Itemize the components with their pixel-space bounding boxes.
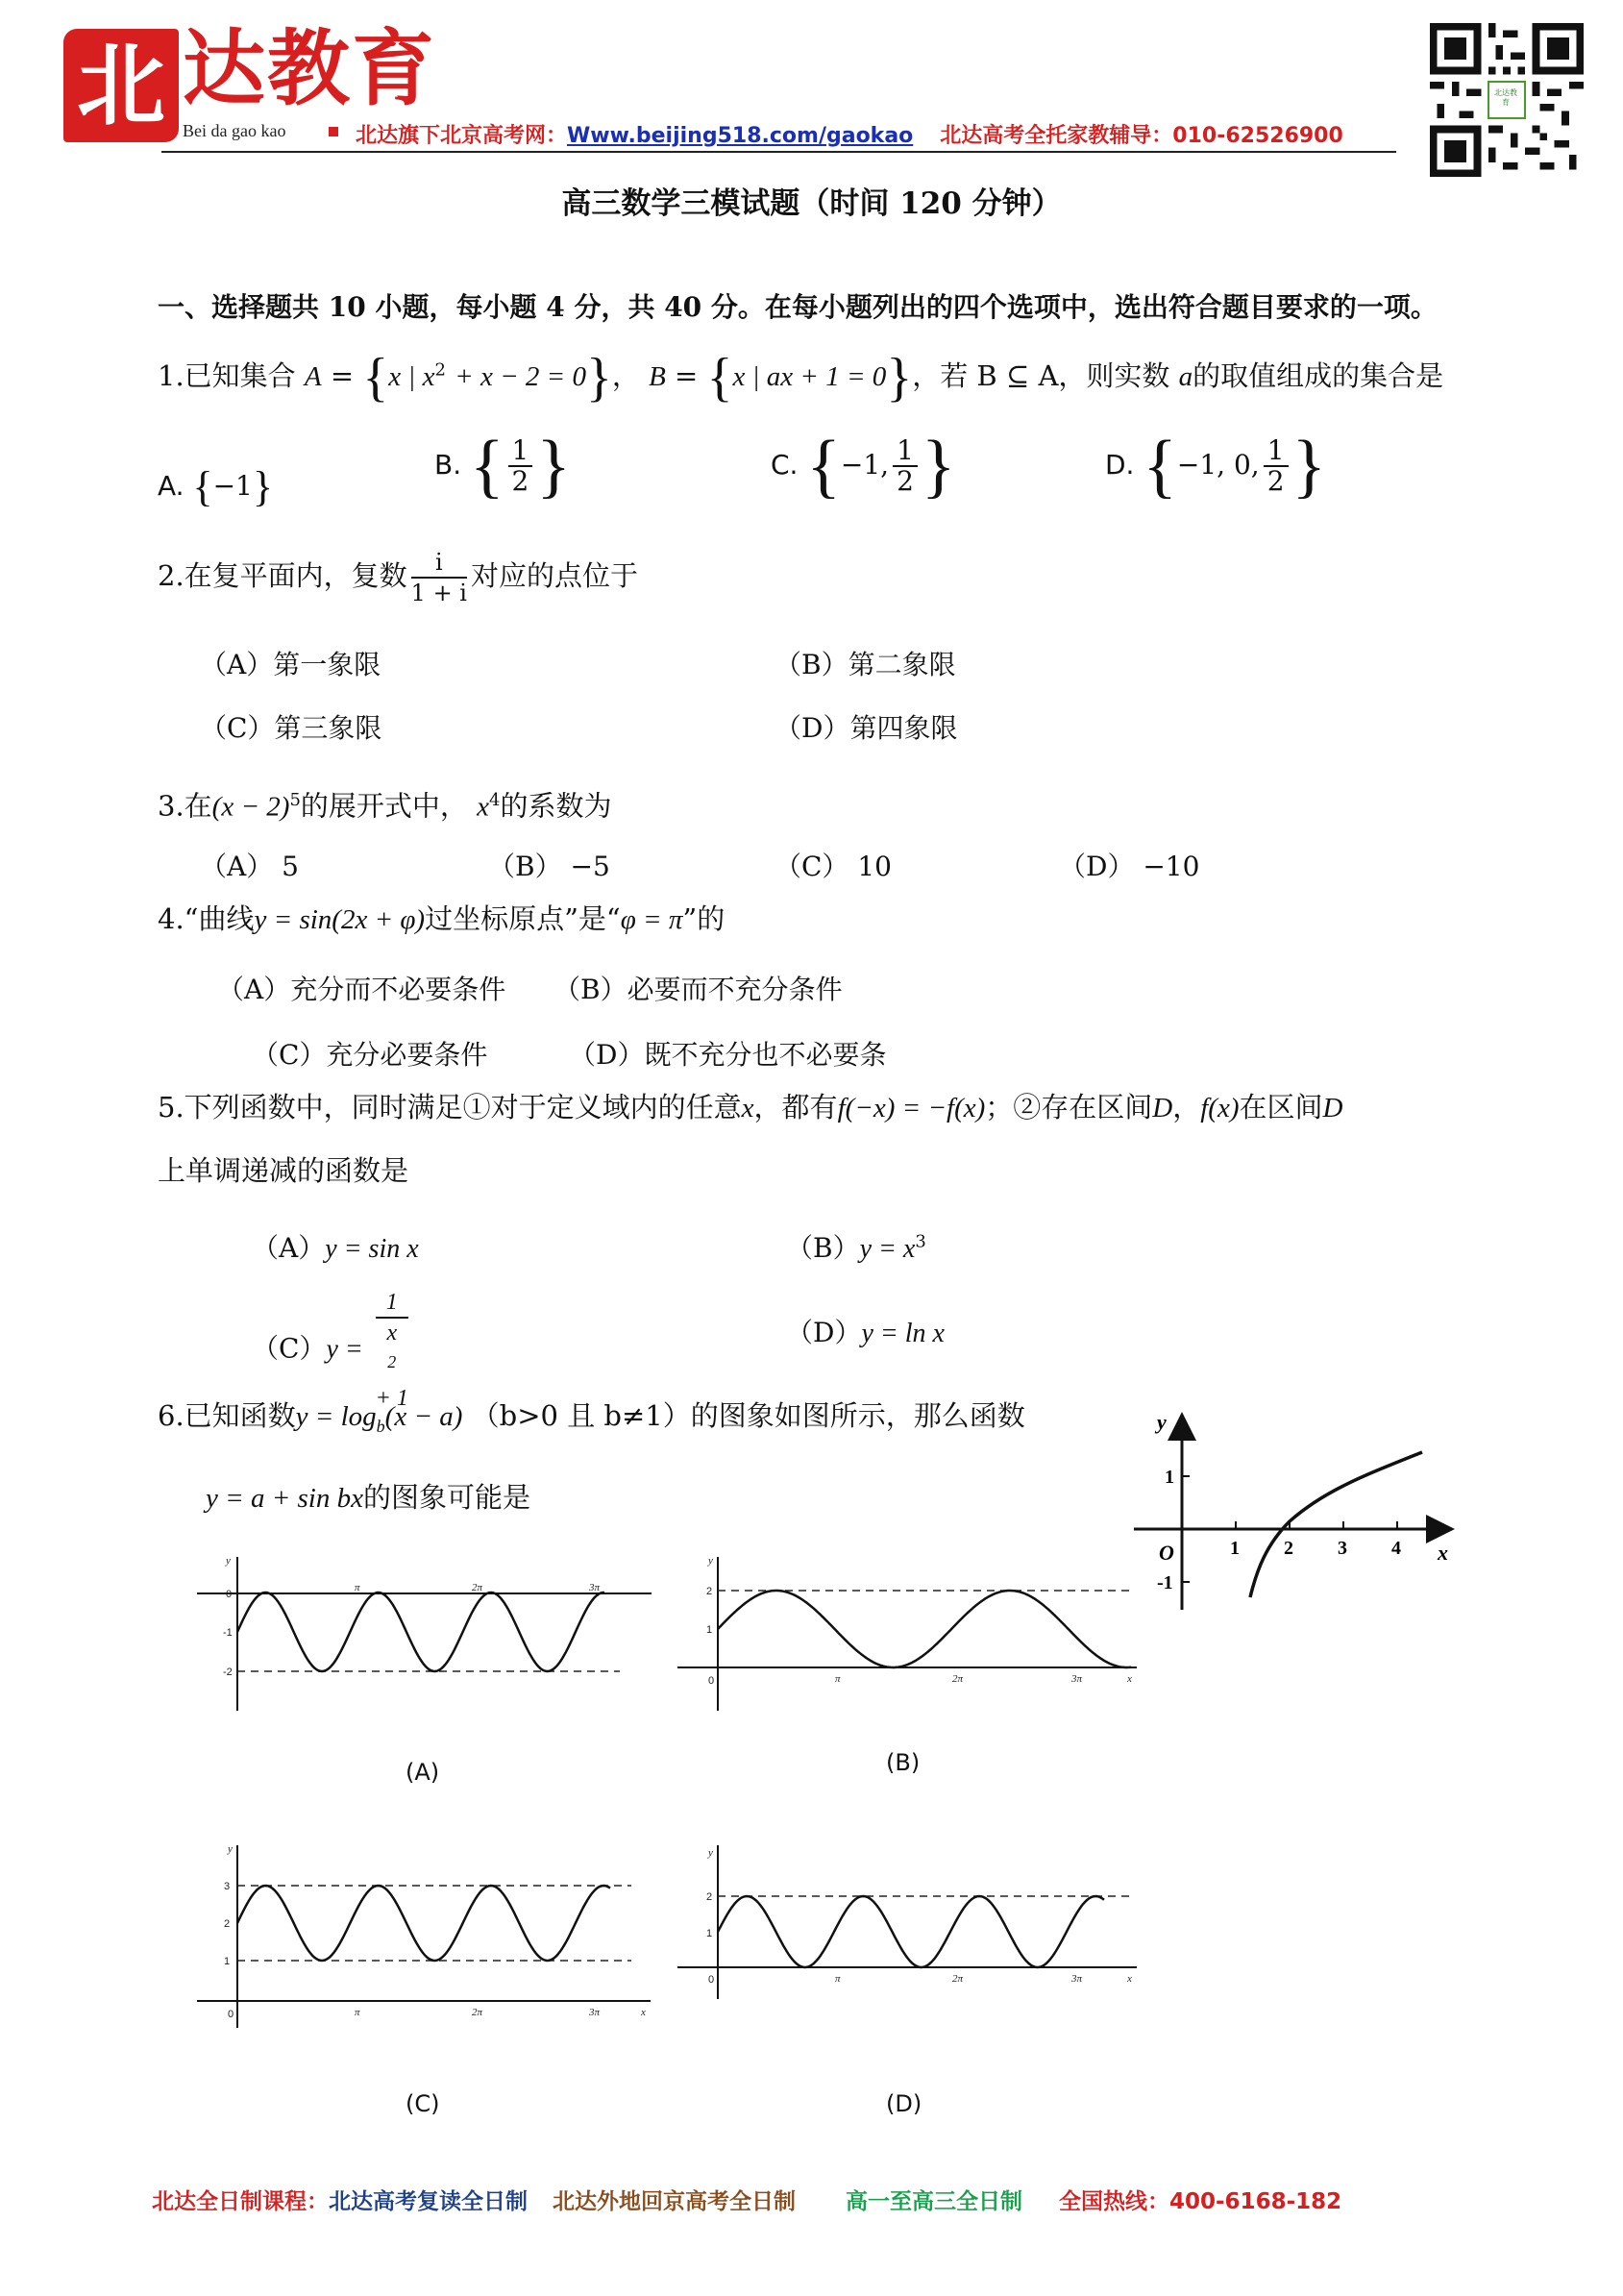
svg-text:y: y — [708, 1847, 713, 1859]
reference-log-graph — [1134, 1408, 1470, 1621]
q5-option-c[interactable]: （C）y = 1 x $^2$ + 1 — [252, 1290, 408, 1411]
graph-option-a[interactable] — [197, 1552, 658, 1716]
logo-block — [63, 29, 179, 142]
q2-option-b[interactable]: （B）第二象限 — [775, 649, 956, 680]
q3-option-c[interactable]: （C） 10 — [775, 851, 892, 882]
svg-text:2π: 2π — [952, 1973, 964, 1985]
svg-text:0: 0 — [226, 1589, 233, 1600]
svg-text:-2: -2 — [223, 1666, 233, 1678]
svg-text:3π: 3π — [589, 2007, 601, 2018]
header-tagline — [356, 119, 1343, 149]
svg-text:3: 3 — [224, 1881, 231, 1892]
question-3-stem: 3.在$(x - 2)^5$的展开式中， $x^4$的系数为 — [158, 789, 612, 823]
page-title: 高三数学三模试题（时间 120 分钟） — [561, 186, 1062, 221]
svg-text:2π: 2π — [472, 1582, 483, 1593]
ref-xtick-4: 4 — [1391, 1538, 1401, 1559]
section-heading: 一、选择题共 10 小题，每小题 4 分，共 40 分。在每小题列出的四个选项中，选出符合题目要求的一项。 — [158, 291, 1438, 323]
brand-square-bullet — [329, 127, 338, 136]
brand-pinyin: Bei da gao kao — [183, 121, 286, 140]
q5-option-b[interactable]: $(B)y = x^3$ — [786, 1231, 926, 1264]
svg-text:-1: -1 — [223, 1627, 233, 1639]
svg-text:3π: 3π — [1071, 1973, 1083, 1985]
svg-text:y: y — [228, 1843, 233, 1855]
graph-option-b[interactable] — [677, 1552, 1139, 1716]
svg-text:y: y — [226, 1555, 231, 1567]
svg-text:0: 0 — [708, 1974, 715, 1986]
ref-xtick-3: 3 — [1338, 1538, 1347, 1559]
svg-text:x: x — [1127, 1973, 1132, 1985]
ref-xtick-2: 2 — [1284, 1538, 1293, 1559]
q3-option-d[interactable]: （D） −10 — [1059, 851, 1200, 882]
graph-a-label: (A) — [406, 1759, 440, 1786]
logo-char: 北 — [76, 34, 165, 137]
ref-x-label: x — [1438, 1541, 1448, 1565]
q1-option-c[interactable]: C. {−1, $\frac{1}{2}$ } — [771, 427, 956, 506]
question-4-stem: 4.“曲线y = sin(2x + φ)过坐标原点”是“φ = π”的 — [158, 902, 725, 935]
svg-text:2: 2 — [706, 1891, 713, 1903]
svg-text:1: 1 — [706, 1928, 713, 1939]
q4-option-b[interactable]: （B）必要而不充分条件 — [553, 974, 843, 1005]
svg-text:π: π — [355, 2007, 360, 2018]
ref-y-label: y — [1157, 1410, 1167, 1434]
svg-text:1: 1 — [224, 1956, 231, 1967]
q1-option-b[interactable]: B. { $\frac{1}{2}$ } — [434, 427, 571, 506]
footer-course-1[interactable]: 北达高考复读全日制 — [329, 2189, 528, 2214]
footer-course-3[interactable]: 高一至高三全日制 — [846, 2189, 1022, 2214]
svg-text:x: x — [641, 2007, 646, 2018]
q2-option-d[interactable]: （D）第四象限 — [775, 712, 958, 744]
svg-text:2: 2 — [224, 1918, 231, 1930]
svg-text:π: π — [355, 1582, 360, 1593]
ref-origin: O — [1159, 1541, 1174, 1565]
q3-option-b[interactable]: （B） −5 — [488, 851, 610, 882]
q4-option-a[interactable]: （A）充分而不必要条件 — [217, 974, 506, 1005]
svg-text:y: y — [708, 1555, 713, 1567]
svg-text:0: 0 — [708, 1675, 715, 1687]
svg-text:x: x — [1127, 1673, 1132, 1685]
qr-center-text: 北达教育 — [1494, 88, 1517, 107]
graph-option-d[interactable] — [677, 1840, 1139, 2004]
footer: 北达全日制课程：北达高考复读全日制 北达外地回京高考全日制 高一至高三全日制 全国热线：400-6168-182 — [152, 2189, 1342, 2214]
svg-text:1: 1 — [706, 1624, 713, 1636]
question-2-stem: 2.在复平面内，复数 $\frac{i}{1 + i}$ 对应的点位于 — [158, 549, 638, 606]
question-5-stem-line2: 上单调递减的函数是 — [158, 1154, 409, 1187]
q4-option-d[interactable]: （D）既不充分也不必要条 — [569, 1039, 887, 1071]
svg-text:2π: 2π — [952, 1673, 964, 1685]
footer-hotline[interactable]: 全国热线：400-6168-182 — [1059, 2189, 1342, 2214]
question-6-stem: 6.已知函数$y = \log_b(x - a)$ （b>0 且 b≠1）的图象如图所示，那么函数 — [158, 1399, 1025, 1436]
question-5-stem-line1: 5.下列函数中，同时满足①对于定义域内的任意x，都有f(−x) = −f(x)；②存在区间D，f(x)在区间D — [158, 1091, 1343, 1123]
ref-ytick-1: 1 — [1165, 1467, 1174, 1488]
question-6-stem-line2: y = a + sin bx的图象可能是 — [206, 1481, 530, 1514]
q2-option-c[interactable]: （C）第三象限 — [200, 712, 382, 744]
svg-text:3π: 3π — [1071, 1673, 1083, 1685]
svg-text:3π: 3π — [589, 1582, 601, 1593]
tagline-prefix: 北达旗下北京高考网： — [356, 124, 568, 148]
q1-option-d[interactable]: D. {−1, 0, $\frac{1}{2}$ } — [1105, 427, 1327, 506]
q1-option-a[interactable]: A. {−1} — [158, 463, 273, 510]
q4-option-c[interactable]: （C）充分必要条件 — [252, 1039, 488, 1071]
graph-c-label: (C) — [406, 2090, 440, 2117]
graph-d-label: (D) — [886, 2090, 922, 2117]
qr-code — [1430, 23, 1584, 177]
q5-option-a[interactable]: （A）y = sin x — [252, 1232, 419, 1264]
graph-b-label: (B) — [886, 1749, 921, 1776]
header-rule — [161, 151, 1396, 153]
footer-course-2[interactable]: 北达外地回京高考全日制 — [553, 2189, 796, 2214]
svg-text:π: π — [835, 1973, 841, 1985]
site-link[interactable]: Www.beijing518.com/gaokao — [567, 124, 914, 148]
question-1-stem: 1.已知集合 A = {x | $x^2 + x - 2 = 0$}， B = {x | ax + 1 = 0}，若 B ⊆ A，则实数 a的取值组成的集合是 — [158, 348, 1444, 407]
graph-option-c[interactable] — [197, 1840, 658, 2033]
ref-xtick-1: 1 — [1230, 1538, 1240, 1559]
brand-name: 达教育 — [183, 20, 436, 117]
q5-option-d[interactable]: （D）y = ln x — [786, 1317, 945, 1348]
ref-ytick-neg1: -1 — [1157, 1572, 1173, 1593]
q3-option-a[interactable]: （A） 5 — [200, 851, 299, 882]
q2-option-a[interactable]: （A）第一象限 — [200, 649, 381, 680]
svg-text:0: 0 — [228, 2009, 234, 2020]
svg-text:π: π — [835, 1673, 841, 1685]
svg-text:2π: 2π — [472, 2007, 483, 2018]
svg-text:2: 2 — [706, 1586, 713, 1597]
tagline-phone: 北达高考全托家教辅导：010-62526900 — [940, 124, 1343, 148]
